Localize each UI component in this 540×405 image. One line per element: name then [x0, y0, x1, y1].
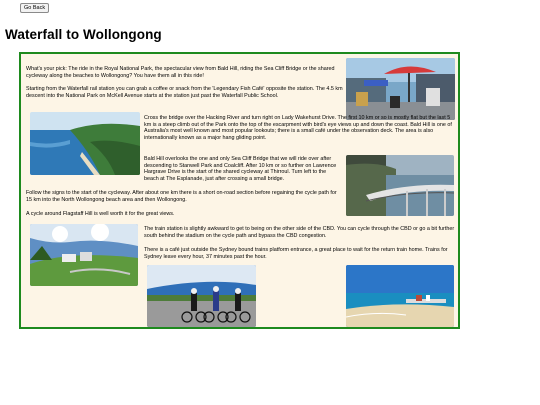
paragraph-bald-hill: Bald Hill overlooks the one and only Sea Cliff Bridge that we will ride over after descending to Stanwell Park and Coalcliff. After 10 km or so further on Lawrence Hargrave Drive is the start of the shared cycleway at Thirroul. Turn left to the beach at The Esplanade, just after crossing a small bridge.	[144, 156, 337, 182]
cyclists-photo	[147, 265, 256, 327]
wollongong-beach-photo	[346, 265, 454, 327]
coastline-photo	[30, 112, 140, 175]
paragraph-cafe-trains: There is a café just outside the Sydney bound trains platform entrance, a great place to wait for the return train home. Trains for Sydney leave every hour, 37 minutes past the hour.	[144, 247, 448, 260]
cyclists-photo-svg	[147, 265, 256, 327]
article-panel	[19, 52, 460, 329]
paragraph-bridge-climb: Cross the bridge over the Hacking River and turn right on Lady Wakehurst Drive. The first 10 km or so is mostly flat but the last 5 km is a steep climb out of the Park onto the top of the escarpment with bird's eye views up and down the coast. Bald Hill is one of Australia's most well known and most popular lookouts; there is a small café under the observation deck. The area is also internationally known as a major hang gliding point.	[144, 115, 452, 141]
paragraph-intro: What's your pick: The ride in the Royal National Park, the spectacular view from Bald Hill, riding the Sea Cliff Bridge or the shared cycleway along the beaches to Wollongong? You have them all in this ride!	[26, 66, 335, 79]
flagstaff-hill-photo	[30, 224, 138, 286]
paragraph-train-station: The train station is slightly awkward to get to being on the other side of the CBD. You can cycle through the CBD or go a bit further south behind the stadium on the cycle path and bypass the CBD congestion.	[144, 226, 455, 239]
cafe-photo	[346, 58, 455, 120]
sea-cliff-bridge-photo-svg	[346, 155, 454, 216]
paragraph-flagstaff: A cycle around Flagstaff Hill is well worth it for the great views.	[26, 211, 175, 217]
coastline-photo-svg	[30, 112, 140, 175]
paragraph-cycleway: Follow the signs to the start of the cycleway. After about one km there is a short on-road section before regaining the cycle path for 15 km into the North Wollongong beach area and then Wollongong.	[26, 190, 337, 203]
cafe-photo-svg	[346, 58, 455, 120]
flagstaff-hill-photo-svg	[30, 224, 138, 286]
paragraph-start: Starting from the Waterfall rail station you can grab a coffee or snack from the 'Legendary Fish Café' opposite the station. The 4.5 km descent into the National Park on McKell Avenue starts at the station just past the Waterfall Public School.	[26, 86, 343, 99]
go-back-button[interactable]: Go Back	[20, 3, 49, 13]
page-title: Waterfall to Wollongong	[5, 27, 162, 42]
wollongong-beach-photo-svg	[346, 265, 454, 327]
sea-cliff-bridge-photo	[346, 155, 454, 216]
